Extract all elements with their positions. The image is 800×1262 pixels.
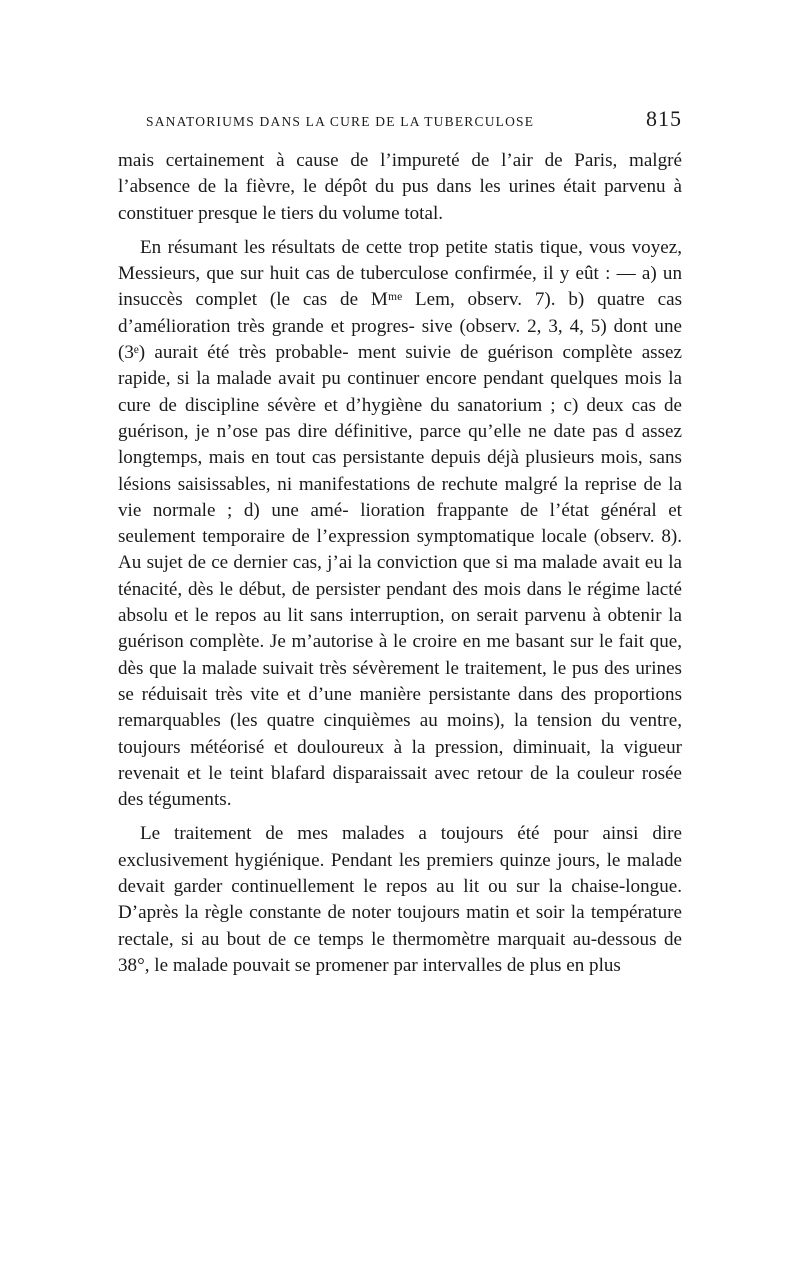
body-text: [118, 148, 682, 987]
running-head: [116, 100, 682, 140]
paragraph-treatment: Le traitement de mes malades a toujours été pour ainsi dire exclusivement hygiénique. Pendant les premiers quinze jours, le malade devait garder continuellement le repos au lit ou sur la chaise-longue. D’après la règle constante de noter toujours matin et soir la température rectale, si au bout de ce temps le thermomètre marquait au-dessous de 38°, le malade pouvait se promener par intervalles de plus en plus: [118, 823, 682, 976]
paragraph-continuation: mais certainement à cause de l’impureté de l’air de Paris, malgré l’absence de la fièvre, le dépôt du pus dans les urines était parvenu à constituer presque le tiers du volume total.: [118, 150, 682, 224]
running-title: SANATORIUMS DANS LA CURE DE LA TUBERCULOSE: [146, 114, 535, 129]
paragraph-summary: En résumant les résultats de cette trop petite statis tique, vous voyez, Messieurs, que sur huit cas de tuberculose confirmée, il y eût : — a) un insuccès complet (le cas de Mᵐᵉ Lem, observ. 7). b) quatre cas d’amélioration très grande et progres- sive (observ. 2, 3, 4, 5) dont une (3ᵉ) aurait été très probable- ment suivie de guérison complète assez rapide, si la malade avait pu continuer encore pendant quelques mois la cure de discipline sévère et d’hygiène du sanatorium ; c) deux cas de guérison, je n’ose pas dire définitive, parce qu’elle ne date pas d assez longtemps, mais en tout cas persistante depuis déjà plusieurs mois, sans lésions saisissables, ni manifestations de rechute malgré la reprise de la vie normale ; d) une amé- lioration frappante de l’état général et seulement temporaire de l’expression symptomatique locale (observ. 8). Au sujet de ce dernier cas, j’ai la conviction que si ma malade avait eu la ténacité, dès le début, de persister pendant des mois dans le régime lacté absolu et le repos au lit sans interruption, on serait parvenu à obtenir la guérison complète. Je m’autorise à le croire en me basant sur le fait que, dès que la malade suivait très sévèrement le traitement, le pus des urines se réduisait très vite et d’une manière persistante dans des proportions remarquables (les quatre cinquièmes au moins), la tension du ventre, toujours météorisé et douloureux à la pression, diminuait, la vigueur revenait et le teint blafard disparaissait avec retour de la couleur rosée des téguments.: [118, 236, 682, 811]
page-number: 815: [646, 106, 682, 131]
